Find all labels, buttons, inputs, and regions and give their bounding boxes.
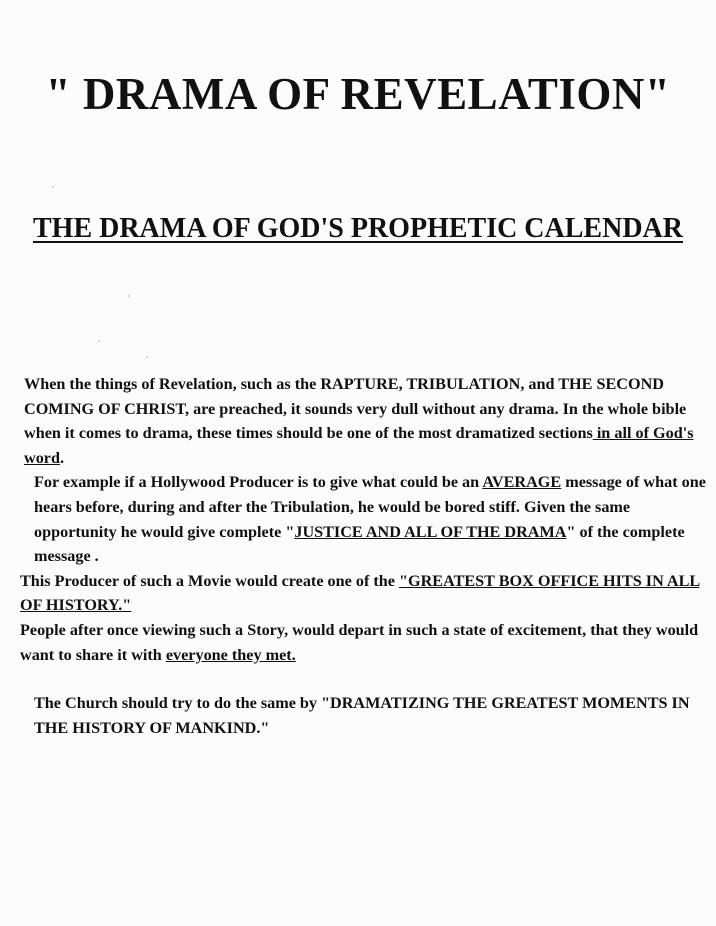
text-run: . [59, 448, 65, 467]
underlined-text: in all of God's word [24, 424, 694, 467]
document-title: " DRAMA OF REVELATION" [45, 69, 671, 119]
document-body [20, 372, 710, 740]
paragraph-producer-example [20, 470, 710, 568]
paragraph-spacer [20, 667, 710, 691]
paragraph-viewers [20, 618, 710, 667]
scan-speck [52, 186, 54, 188]
paragraph-box-office [20, 569, 710, 618]
text-run: For example if a Hollywood Producer is to give what could be an [34, 473, 483, 492]
scan-speck [128, 295, 130, 297]
scan-speck [98, 340, 100, 342]
subtitle-text: THE DRAMA OF GOD'S PROPHETIC CALENDAR [32, 213, 683, 244]
underlined-text: everyone they met. [165, 645, 296, 664]
text-run: message of what one hears before, during and after the Tribulation, he would be bored stiff. Given the same opportunity he would give complete " [34, 473, 706, 541]
paragraph-church [20, 691, 710, 740]
scan-speck [146, 356, 148, 358]
text-run: This Producer of such a Movie would create one of the [20, 571, 400, 590]
paragraph-intro [20, 372, 710, 470]
underlined-text: OF HISTORY." [20, 596, 132, 615]
text-run: The Church should try to do the same by "DRAMATIZING THE GREATEST MOMENTS IN THE HISTORY OF MANKIND." [34, 694, 690, 737]
underlined-text: AVERAGE [482, 473, 562, 492]
underlined-text: JUSTICE AND ALL OF THE DRAMA [294, 522, 567, 541]
document-subtitle [20, 212, 696, 246]
text-run: People after once viewing such a Story, would depart in such a state of excitement, that they would want to share it with [20, 620, 699, 664]
text-run: " of the complete message . [34, 522, 685, 566]
text-run: When the things of Revelation, such as the RAPTURE, TRIBULATION, and THE SECOND COMING OF CHRIST, are preached, it sounds very dull without any drama. In the whole bible when it comes to drama, these times should be one of the most dramatized sections [24, 375, 687, 443]
underlined-text: "GREATEST BOX OFFICE HITS IN ALL [399, 571, 700, 590]
